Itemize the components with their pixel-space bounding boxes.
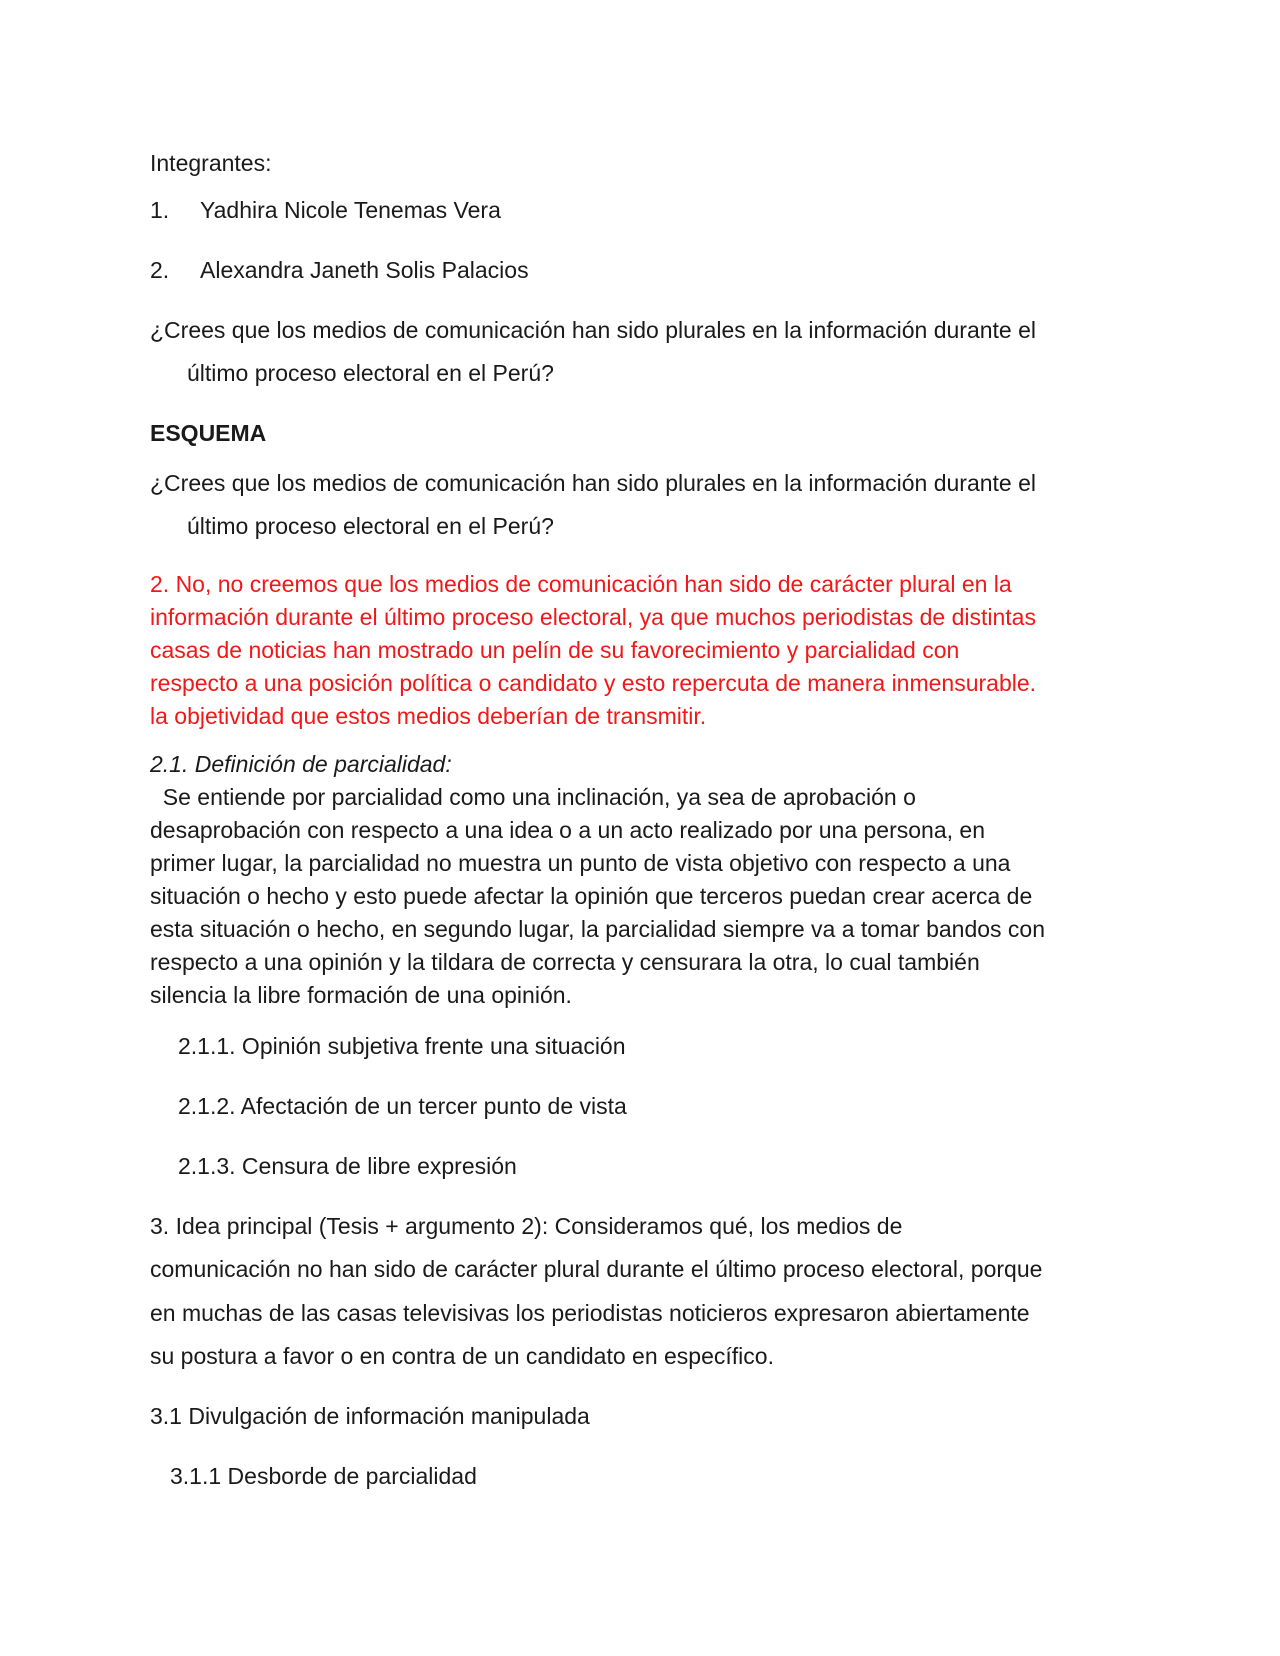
- definition-line: Se entiende por parcialidad como una inclinación, ya sea de aprobación o: [150, 784, 916, 810]
- scheme-question-line: ¿Crees que los medios de comunicación han sido plurales en la información durante el: [150, 470, 1036, 496]
- definition-line: silencia la libre formación de una opinión.: [150, 982, 572, 1008]
- subpoint-item: 2.1.1. Opinión subjetiva frente una situación: [178, 1033, 626, 1059]
- idea-line: su postura a favor o en contra de un candidato en específico.: [150, 1343, 774, 1369]
- definition-line: esta situación o hecho, en segundo lugar, la parcialidad siempre va a tomar bandos con: [150, 916, 1046, 942]
- question-line: último proceso electoral en el Perú?: [187, 360, 554, 386]
- argument-line: respecto a una posición política o candidato y esto repercuta de manera inmensurable.: [150, 670, 1037, 696]
- definition-line: desaprobación con respecto a una idea o a un acto realizado por una persona, en: [150, 817, 985, 843]
- member-name: Alexandra Janeth Solis Palacios: [200, 257, 529, 283]
- definition-line: primer lugar, la parcialidad no muestra un punto de vista objetivo con respecto a una: [150, 850, 1011, 876]
- idea-subsubpoint: 3.1.1 Desborde de parcialidad: [170, 1463, 477, 1489]
- list-number: 2.: [150, 257, 170, 283]
- members-label: Integrantes:: [150, 150, 272, 176]
- member-item: [150, 259, 529, 282]
- question-line: ¿Crees que los medios de comunicación han sido plurales en la información durante el: [150, 317, 1036, 343]
- definition-heading: 2.1. Definición de parcialidad:: [150, 751, 452, 777]
- definition-line: situación o hecho y esto puede afectar la opinión que terceros puedan crear acerca de: [150, 883, 1033, 909]
- list-number: 1.: [150, 197, 170, 223]
- idea-line: en muchas de las casas televisivas los periodistas noticieros expresaron abiertamente: [150, 1300, 1030, 1326]
- argument-line: 2. No, no creemos que los medios de comunicación han sido de carácter plural en la: [150, 571, 1012, 597]
- subpoint-item: 2.1.3. Censura de libre expresión: [178, 1153, 517, 1179]
- argument-line: la objetividad que estos medios deberían de transmitir.: [150, 703, 707, 729]
- scheme-question-line: último proceso electoral en el Perú?: [187, 513, 554, 539]
- idea-line: 3. Idea principal (Tesis + argumento 2): Consideramos qué, los medios de: [150, 1213, 903, 1239]
- member-item: [150, 199, 501, 222]
- subpoint-item: 2.1.2. Afectación de un tercer punto de vista: [178, 1093, 627, 1119]
- member-name: Yadhira Nicole Tenemas Vera: [200, 197, 501, 223]
- argument-line: información durante el último proceso electoral, ya que muchos periodistas de distintas: [150, 604, 1036, 630]
- argument-line: casas de noticias han mostrado un pelín de su favorecimiento y parcialidad con: [150, 637, 960, 663]
- scheme-title: ESQUEMA: [150, 420, 267, 446]
- idea-subpoint: 3.1 Divulgación de información manipulada: [150, 1403, 590, 1429]
- idea-line: comunicación no han sido de carácter plural durante el último proceso electoral, porque: [150, 1256, 1043, 1282]
- definition-line: respecto a una opinión y la tildara de correcta y censurara la otra, lo cual también: [150, 949, 980, 975]
